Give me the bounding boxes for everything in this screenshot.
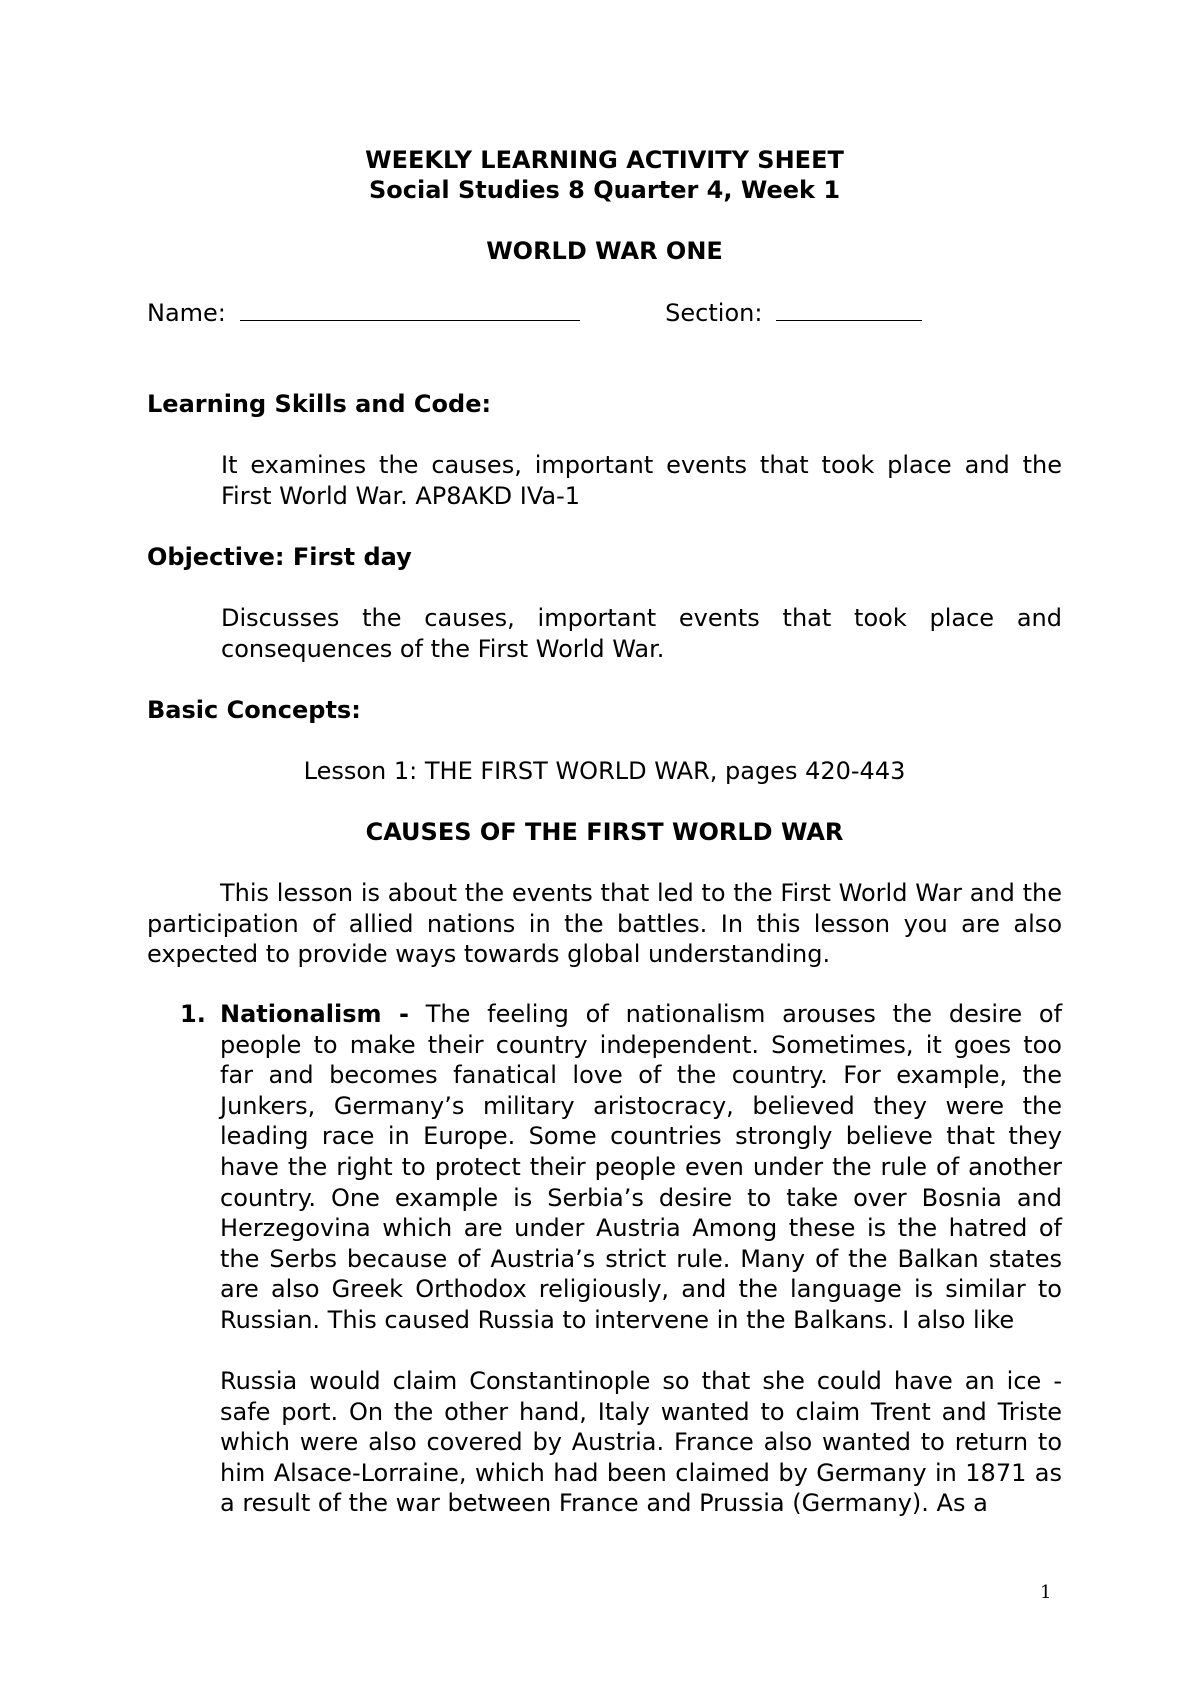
- objective-heading: Objective: First day: [147, 543, 412, 571]
- list-item-body: [220, 999, 1062, 1336]
- skills-text: It examines the causes, important events that took place and the First World War. AP8AKD IVa-1: [221, 451, 1062, 510]
- intro-paragraph: This lesson is about the events that led to the First World War and the participation of allied nations in the battles. In this lesson you are also expected to provide ways towards global understanding.: [147, 879, 1062, 969]
- name-section-row: [147, 298, 1062, 328]
- section-blank[interactable]: [776, 300, 922, 321]
- section-label: Section:: [665, 299, 763, 327]
- skills-heading: Learning Skills and Code:: [147, 390, 492, 418]
- objective-text: Discusses the causes, important events that took place and consequences of the First World War.: [221, 604, 1062, 663]
- lesson-line: Lesson 1: THE FIRST WORLD WAR, pages 420-443: [303, 757, 906, 785]
- causes-title: CAUSES OF THE FIRST WORLD WAR: [365, 818, 844, 846]
- concepts-heading: Basic Concepts:: [147, 696, 361, 724]
- topic-title: WORLD WAR ONE: [486, 237, 723, 265]
- nationalism-text: The feeling of nationalism arouses the desire of people to make their country independent. Sometimes, it goes too far and becomes fanatical love of the country. For example, the Junkers, Germany’s military aristocracy, believed they were the leading race in Europe. Some countries strongly believe that they have the right to protect their people even under the rule of another country. One example is Serbia’s desire to take over Bosnia and Herzegovina which are under Austria Among these is the hatred of the Serbs because of Austria’s strict rule. Many of the Balkan states are also Greek Orthodox religiously, and the language is similar to Russian. This caused Russia to intervene in the Balkans. I also like: [220, 1000, 1063, 1334]
- nationalism-term: Nationalism -: [220, 1000, 409, 1028]
- list-number: 1.: [180, 1000, 206, 1028]
- continuation-paragraph: Russia would claim Constantinople so that she could have an ice -safe port. On the other hand, Italy wanted to claim Trent and Triste which were also covered by Austria. France also wanted to return to him Alsace-Lorraine, which had been claimed by Germany in 1871 as a result of the war between France and Prussia (Germany). As a: [220, 1367, 1062, 1518]
- name-blank[interactable]: [240, 300, 580, 321]
- sheet-subtitle: Social Studies 8 Quarter 4, Week 1: [368, 176, 841, 204]
- sheet-title: WEEKLY LEARNING ACTIVITY SHEET: [365, 146, 844, 174]
- causes-list: [180, 999, 1062, 1336]
- list-item: [180, 999, 1062, 1336]
- name-label: Name:: [147, 299, 226, 327]
- page-number: 1: [1040, 1582, 1052, 1603]
